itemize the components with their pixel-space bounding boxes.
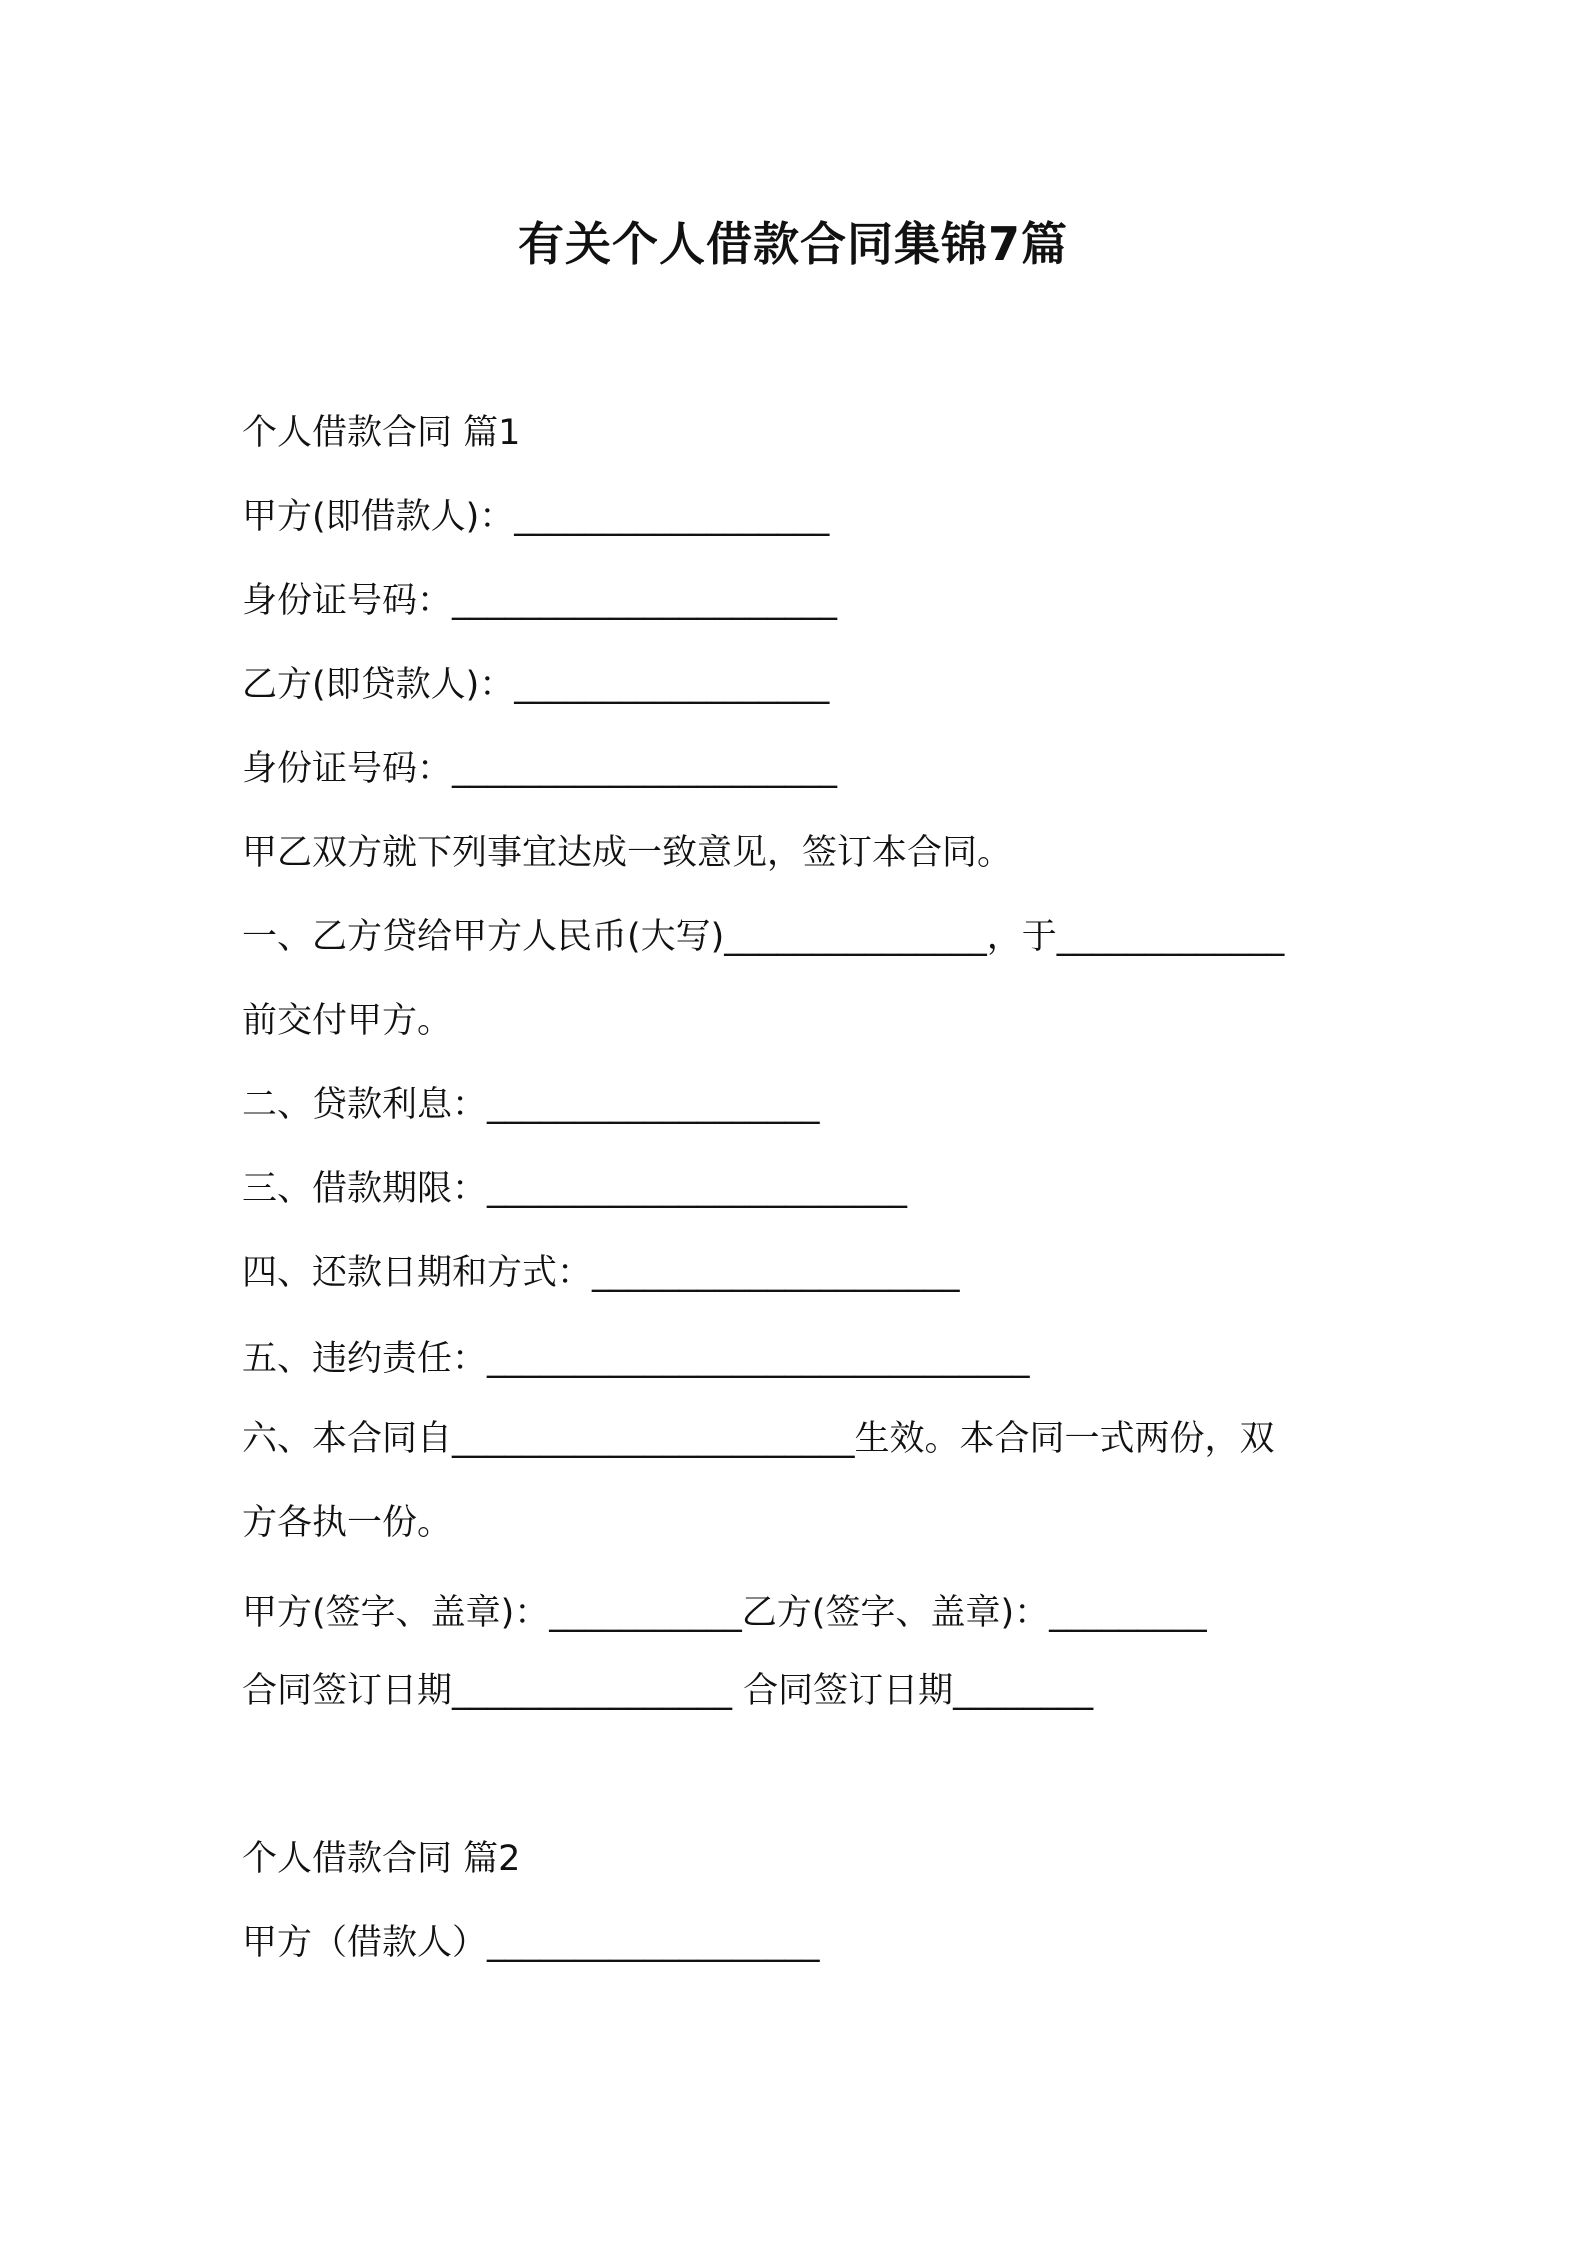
- party-a-borrower-line: 甲方（借款人）___________________: [242, 1923, 820, 1963]
- clause-1-line-1: 一、乙方贷给甲方人民币(大写)_______________，于_____________: [242, 917, 1285, 957]
- section-heading-1: 个人借款合同 篇1: [242, 413, 521, 453]
- party-b-line: 乙方(即贷款人)：__________________: [242, 665, 830, 705]
- clause-3: 三、借款期限：________________________: [242, 1169, 908, 1209]
- party-a-line: 甲方(即借款人)：__________________: [242, 497, 830, 537]
- clause-4: 四、还款日期和方式：_____________________: [242, 1253, 960, 1293]
- clause-6-line-2: 方各执一份。: [242, 1503, 453, 1543]
- clause-1-line-2: 前交付甲方。: [242, 1001, 453, 1041]
- id-number-line-b: 身份证号码：______________________: [242, 749, 838, 789]
- section-heading-2: 个人借款合同 篇2: [242, 1839, 521, 1879]
- clause-2: 二、贷款利息：___________________: [242, 1085, 820, 1125]
- clause-6-line-1: 六、本合同自_______________________生效。本合同一式两份，双: [242, 1419, 1275, 1459]
- id-number-line-a: 身份证号码：______________________: [242, 581, 838, 621]
- sign-date-line: 合同签订日期________________ 合同签订日期________: [242, 1671, 1094, 1711]
- clause-5: 五、违约责任：_______________________________: [242, 1339, 1030, 1379]
- document-title: 有关个人借款合同集锦7篇: [517, 217, 1068, 271]
- agreement-intro: 甲乙双方就下列事宜达成一致意见，签订本合同。: [242, 833, 1013, 873]
- signature-line: 甲方(签字、盖章)：___________乙方(签字、盖章)：_________: [242, 1593, 1207, 1633]
